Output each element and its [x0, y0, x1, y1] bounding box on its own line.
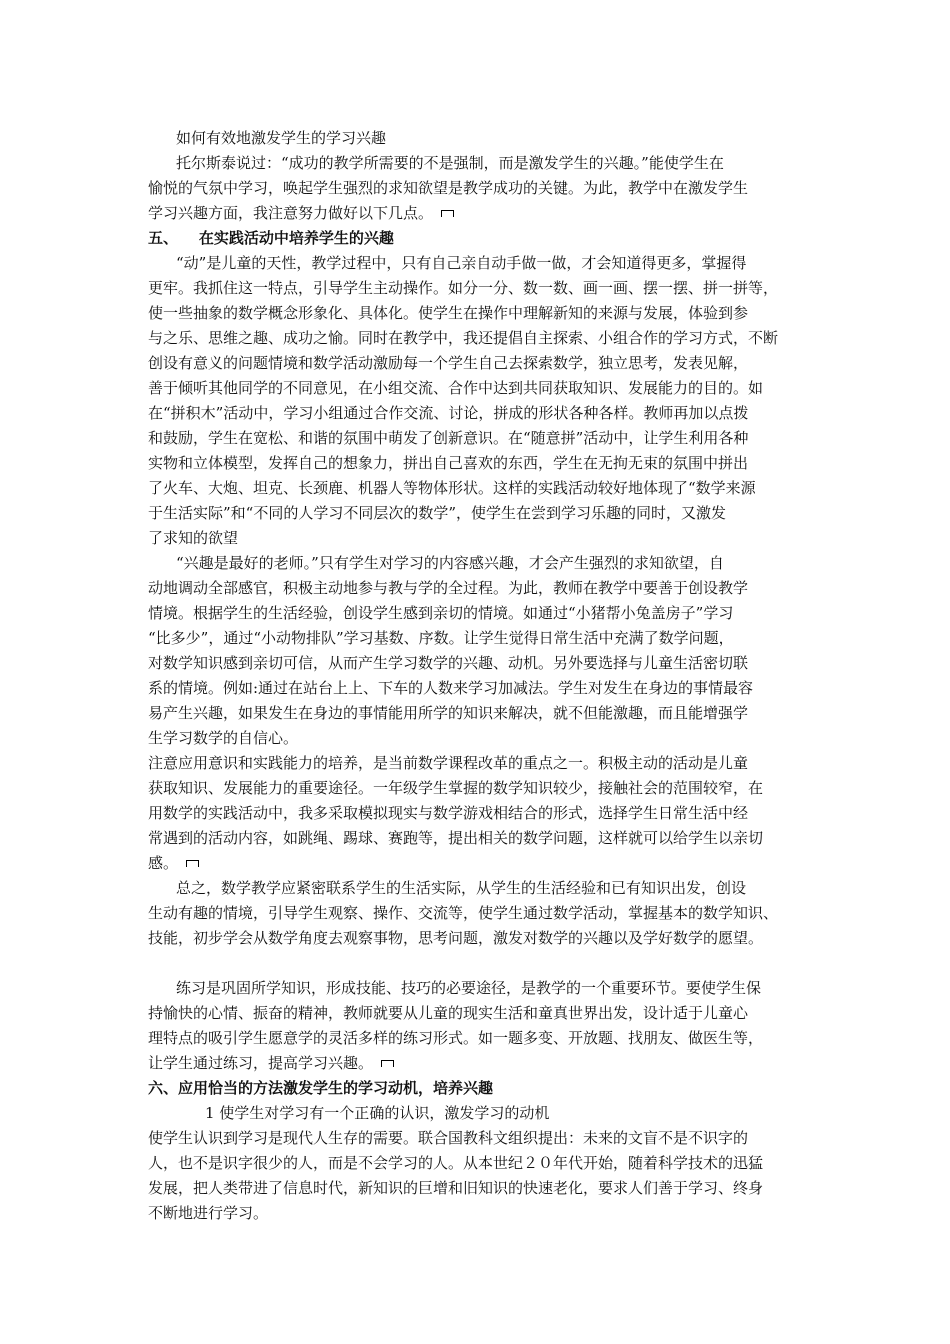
- paragraph-text: 感。: [148, 854, 179, 872]
- subheading: 1 使学生对学习有一个正确的认识，激发学习的动机: [205, 1104, 550, 1122]
- document-title: 如何有效地激发学生的学习兴趣: [176, 129, 387, 147]
- paragraph-line: 和鼓励，学生在宽松、和谐的氛围中萌发了创新意识。在“随意拼”活动中，让学生利用各种: [148, 429, 749, 447]
- comment-marker-icon: [381, 1060, 394, 1067]
- paragraph-line: 获取知识、发展能力的重要途径。一年级学生掌握的数学知识较少，接触社会的范围较窄，在: [148, 779, 764, 797]
- paragraph-line: 用数学的实践活动中，我多采取模拟现实与数学游戏相结合的形式，选择学生日常生活中经: [148, 804, 749, 822]
- paragraph-line: 动地调动全部感官，积极主动地参与教与学的全过程。为此，教师在教学中要善于创设教学: [148, 579, 749, 597]
- paragraph-line: “动”是儿童的天性，教学过程中，只有自己亲自动手做一做，才会知道得更多，掌握得: [176, 254, 747, 272]
- paragraph-line: 善于倾听其他同学的不同意见，在小组交流、合作中达到共同获取知识、发展能力的目的。如: [148, 379, 764, 397]
- paragraph-line: 对数学知识感到亲切可信，从而产生学习数学的兴趣、动机。另外要选择与儿童生活密切联: [148, 654, 749, 672]
- paragraph-line: 易产生兴趣，如果发生在身边的事情能用所学的知识来解决，就不但能激趣，而且能增强学: [148, 704, 749, 722]
- paragraph-line: 持愉快的心情、振奋的精神，教师就要从儿童的现实生活和童真世界出发，设计适于儿童心: [148, 1004, 749, 1022]
- paragraph-line: 理特点的吸引学生愿意学的灵活多样的练习形式。如一题多变、开放题、找朋友、做医生等，: [148, 1029, 764, 1047]
- paragraph-line: 创设有意义的问题情境和数学活动激励每一个学生自己去探索数学，独立思考，发表见解，: [148, 354, 749, 372]
- paragraph-line-last: [148, 853, 199, 875]
- paragraph-line: 生学习数学的自信心。: [148, 729, 299, 747]
- paragraph-line: 情境。根据学生的生活经验，创设学生感到亲切的情境。如通过“小猪帮小兔盖房子”学习: [148, 604, 734, 622]
- paragraph-line: 使学生认识到学习是现代人生存的需要。联合国教科文组织提出：未来的文盲不是不识字的: [148, 1129, 749, 1147]
- paragraph-line: 常遇到的活动内容，如跳绳、踢球、赛跑等，提出相关的数学问题，这样就可以给学生以亲切: [148, 829, 764, 847]
- paragraph-line: 练习是巩固所学知识，形成技能、技巧的必要途径，是教学的一个重要环节。要使学生保: [176, 979, 762, 997]
- paragraph-line: 总之，数学教学应紧密联系学生的生活实际，从学生的生活经验和已有知识出发，创设: [176, 879, 747, 897]
- paragraph-line: 在“拼积木”活动中，学习小组通过合作交流、讨论，拼成的形状各种各样。教师再加以点拨: [148, 404, 749, 422]
- section-heading-5: 五、 在实践活动中培养学生的兴趣: [148, 229, 394, 247]
- intro-line: 愉悦的气氛中学习，唤起学生强烈的求知欲望是教学成功的关键。为此，教学中在激发学生: [148, 179, 749, 197]
- comment-marker-icon: [186, 860, 199, 867]
- paragraph-line: 了求知的欲望: [148, 529, 239, 547]
- paragraph-line: “兴趣是最好的老师。”只有学生对学习的内容感兴趣，才会产生强烈的求知欲望，自: [176, 554, 724, 572]
- paragraph-line: 更牢。我抓住这一特点，引导学生主动操作。如分一分、数一数、画一画、摆一摆、拼一拼等，: [148, 279, 779, 297]
- comment-marker-icon: [441, 210, 454, 217]
- paragraph-line: 注意应用意识和实践能力的培养，是当前数学课程改革的重点之一。积极主动的活动是儿童: [148, 754, 749, 772]
- section-heading-6: 六、应用恰当的方法激发学生的学习动机，培养兴趣: [148, 1079, 494, 1097]
- paragraph-line: 人，也不是识字很少的人，而是不会学习的人。从本世纪２０年代开始，随着科学技术的迅猛: [148, 1154, 764, 1172]
- paragraph-line: 系的情境。例如:通过在站台上上、下车的人数来学习加减法。学生对发生在身边的事情最容: [148, 679, 754, 697]
- paragraph-line: 不断地进行学习。: [148, 1204, 269, 1222]
- paragraph-line: 发展，把人类带进了信息时代，新知识的巨增和旧知识的快速老化，要求人们善于学习、终身: [148, 1179, 764, 1197]
- paragraph-line-last: [148, 1053, 394, 1075]
- paragraph-line: 了火车、大炮、坦克、长颈鹿、机器人等物体形状。这样的实践活动较好地体现了“数学来源: [148, 479, 756, 497]
- intro-line-last: [148, 203, 454, 225]
- intro-text: 学习兴趣方面，我注意努力做好以下几点。: [148, 204, 434, 222]
- paragraph-line: 实物和立体模型，发挥自己的想象力，拼出自己喜欢的东西，学生在无拘无束的氛围中拼出: [148, 454, 749, 472]
- paragraph-line: 使一些抽象的数学概念形象化、具体化。使学生在操作中理解新知的来源与发展，体验到参: [148, 304, 749, 322]
- paragraph-text: 让学生通过练习，提高学习兴趣。: [148, 1054, 374, 1072]
- paragraph-line: 于生活实际”和“不同的人学习不同层次的数学”，使学生在尝到学习乐趣的同时，又激发: [148, 504, 727, 522]
- paragraph-line: 与之乐、思维之趣、成功之愉。同时在教学中，我还提倡自主探索、小组合作的学习方式，不断: [148, 329, 779, 347]
- paragraph-line: 生动有趣的情境，引导学生观察、操作、交流等，使学生通过数学活动，掌握基本的数学知识、: [148, 904, 779, 922]
- paragraph-line: “比多少”，通过“小动物排队”学习基数、序数。让学生觉得日常生活中充满了数学问题，: [148, 629, 734, 647]
- intro-line: 托尔斯泰说过：“成功的教学所需要的不是强制，而是激发学生的兴趣。”能使学生在: [176, 154, 724, 172]
- paragraph-line: 技能，初步学会从数学角度去观察事物，思考问题，激发对数学的兴趣以及学好数学的愿望。: [148, 929, 764, 947]
